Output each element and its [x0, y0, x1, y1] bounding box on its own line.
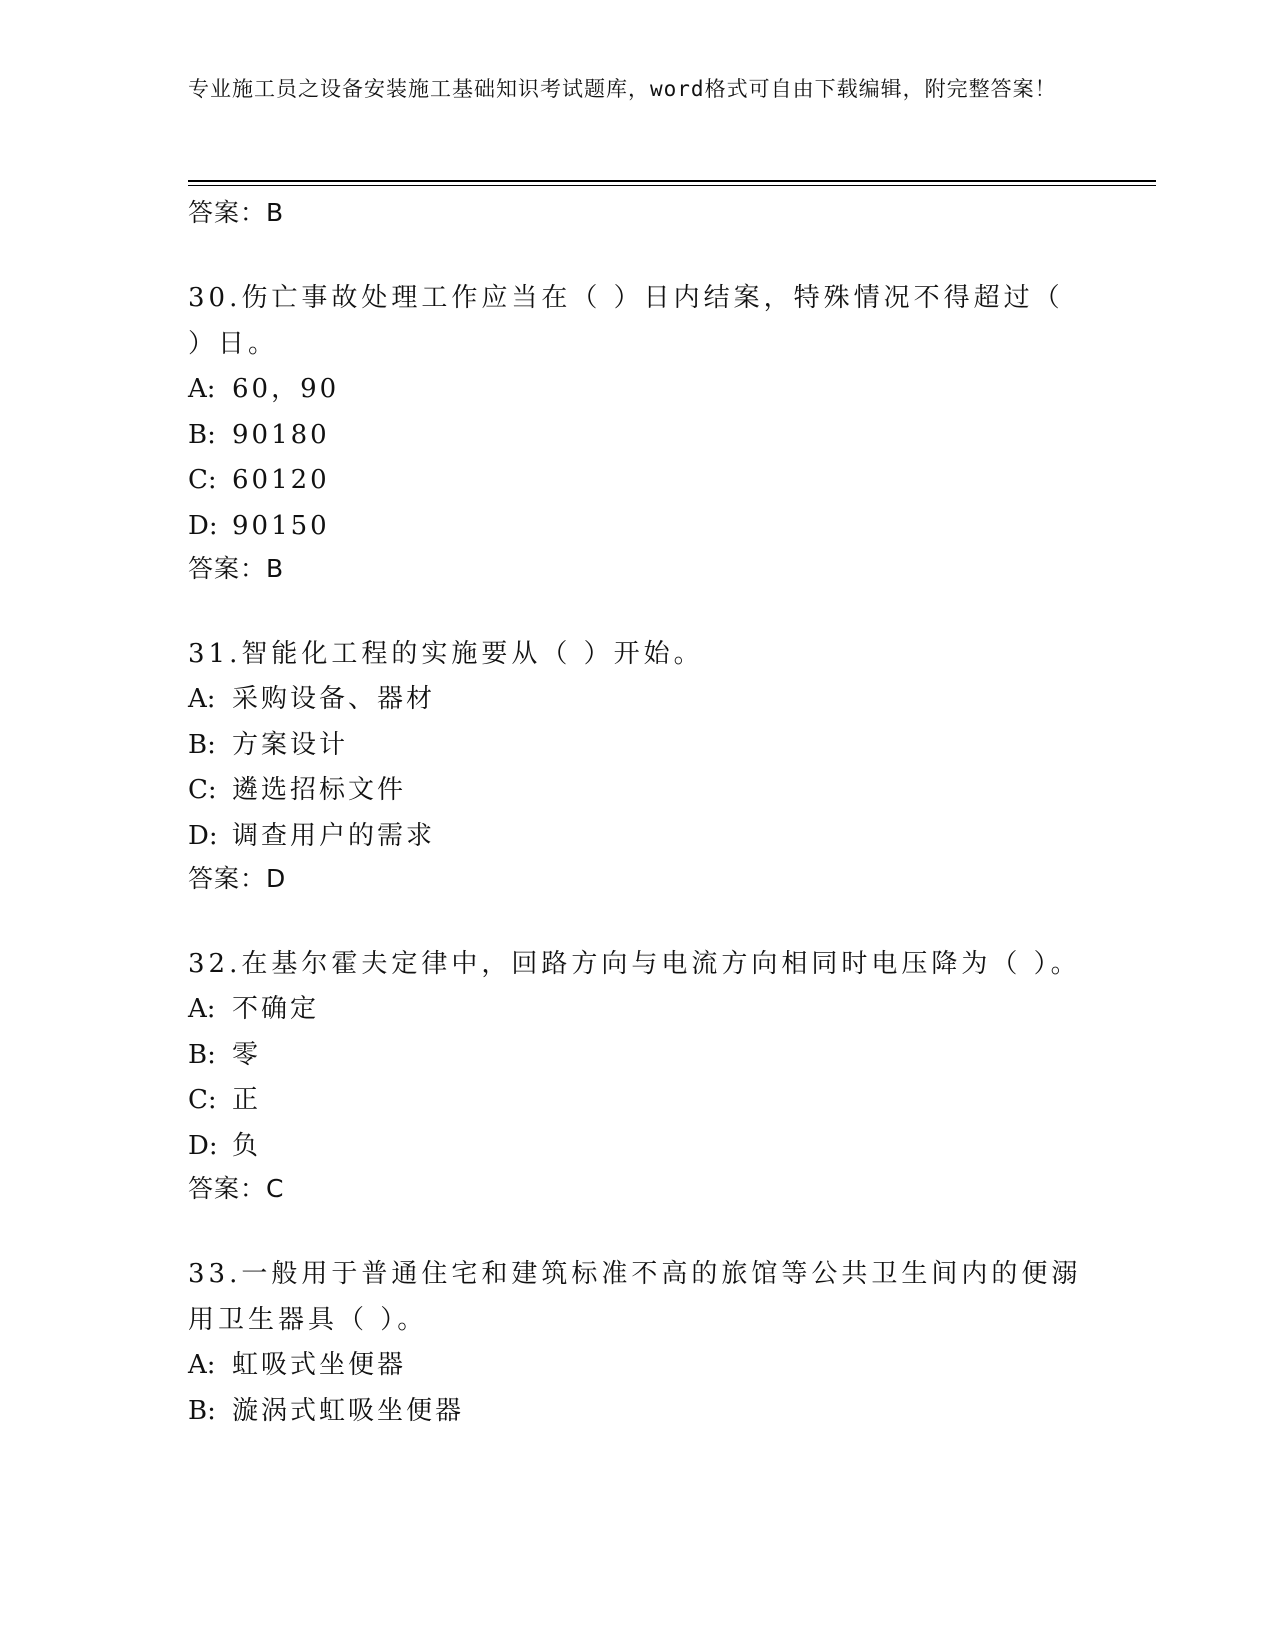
option-key: A: — [188, 684, 216, 714]
option-b — [188, 1033, 1088, 1079]
question-stem: 32.在基尔霍夫定律中，回路方向与电流方向相同时电压降为（ ）。 — [188, 949, 1081, 979]
option-c — [188, 1078, 1088, 1124]
option-key: D: — [188, 510, 218, 541]
option-c — [188, 768, 1088, 814]
header-text: 专业施工员之设备安装施工基础知识考试题库，word格式可自由下载编辑，附完整答案！ — [188, 77, 1057, 101]
question-stem: 31.智能化工程的实施要从（ ）开始。 — [188, 639, 704, 669]
option-b — [188, 1389, 1088, 1435]
answer-line — [188, 193, 1088, 233]
document-header — [188, 74, 1068, 105]
option-text: 零 — [232, 1039, 262, 1070]
option-text: 不确定 — [232, 994, 320, 1024]
option-text: 正 — [232, 1085, 262, 1115]
option-text: 90180 — [232, 419, 330, 450]
option-key: A: — [188, 994, 216, 1024]
option-c — [188, 458, 1088, 504]
option-b — [188, 723, 1088, 769]
question-33 — [188, 1251, 1088, 1434]
answer-line — [188, 1169, 1088, 1209]
option-a — [188, 1343, 1088, 1389]
question-stem: 33.一般用于普通住宅和建筑标准不高的旅馆等公共卫生间内的便溺用卫生器具（ ）。 — [188, 1259, 1082, 1335]
option-key: C: — [188, 465, 217, 495]
option-text: 60，90 — [232, 374, 340, 404]
option-text: 漩涡式虹吸坐便器 — [232, 1395, 465, 1426]
option-key: C: — [188, 775, 217, 805]
option-text: 负 — [232, 1130, 262, 1161]
answer-label: 答案： — [188, 554, 267, 583]
header-divider-thick — [188, 180, 1156, 182]
option-key: B: — [188, 729, 216, 760]
answer-value: D — [266, 864, 287, 893]
option-d — [188, 1124, 1088, 1170]
option-text: 方案设计 — [232, 729, 349, 760]
option-key: D: — [188, 1130, 218, 1161]
answer-value: B — [266, 198, 285, 227]
option-text: 60120 — [232, 465, 330, 495]
option-key: A: — [188, 374, 216, 404]
question-list — [188, 193, 1088, 1476]
option-d — [188, 814, 1088, 860]
answer-label: 答案： — [188, 1174, 267, 1203]
option-d — [188, 504, 1088, 550]
option-text: 调查用户的需求 — [232, 820, 436, 851]
option-key: C: — [188, 1085, 217, 1115]
answer-line — [188, 549, 1088, 589]
answer-value: C — [266, 1174, 285, 1203]
option-a — [188, 677, 1088, 723]
question-stem: 30.伤亡事故处理工作应当在（ ）日内结案，特殊情况不得超过（ ）日。 — [188, 283, 1064, 359]
option-text: 采购设备、器材 — [232, 684, 436, 714]
answer-value: B — [266, 554, 285, 583]
question-32 — [188, 941, 1088, 1209]
option-key: B: — [188, 1395, 216, 1426]
option-key: D: — [188, 820, 218, 851]
option-key: B: — [188, 419, 216, 450]
option-a — [188, 987, 1088, 1033]
option-key: A: — [188, 1350, 216, 1380]
option-text: 遴选招标文件 — [232, 775, 407, 805]
question-30 — [188, 275, 1088, 589]
option-text: 90150 — [232, 510, 330, 541]
header-divider-thin — [188, 185, 1156, 186]
question-31 — [188, 631, 1088, 899]
option-text: 虹吸式坐便器 — [232, 1350, 407, 1380]
option-b — [188, 413, 1088, 459]
answer-label: 答案： — [188, 198, 267, 227]
answer-label: 答案： — [188, 864, 267, 893]
option-a — [188, 367, 1088, 413]
answer-line — [188, 859, 1088, 899]
option-key: B: — [188, 1039, 216, 1070]
